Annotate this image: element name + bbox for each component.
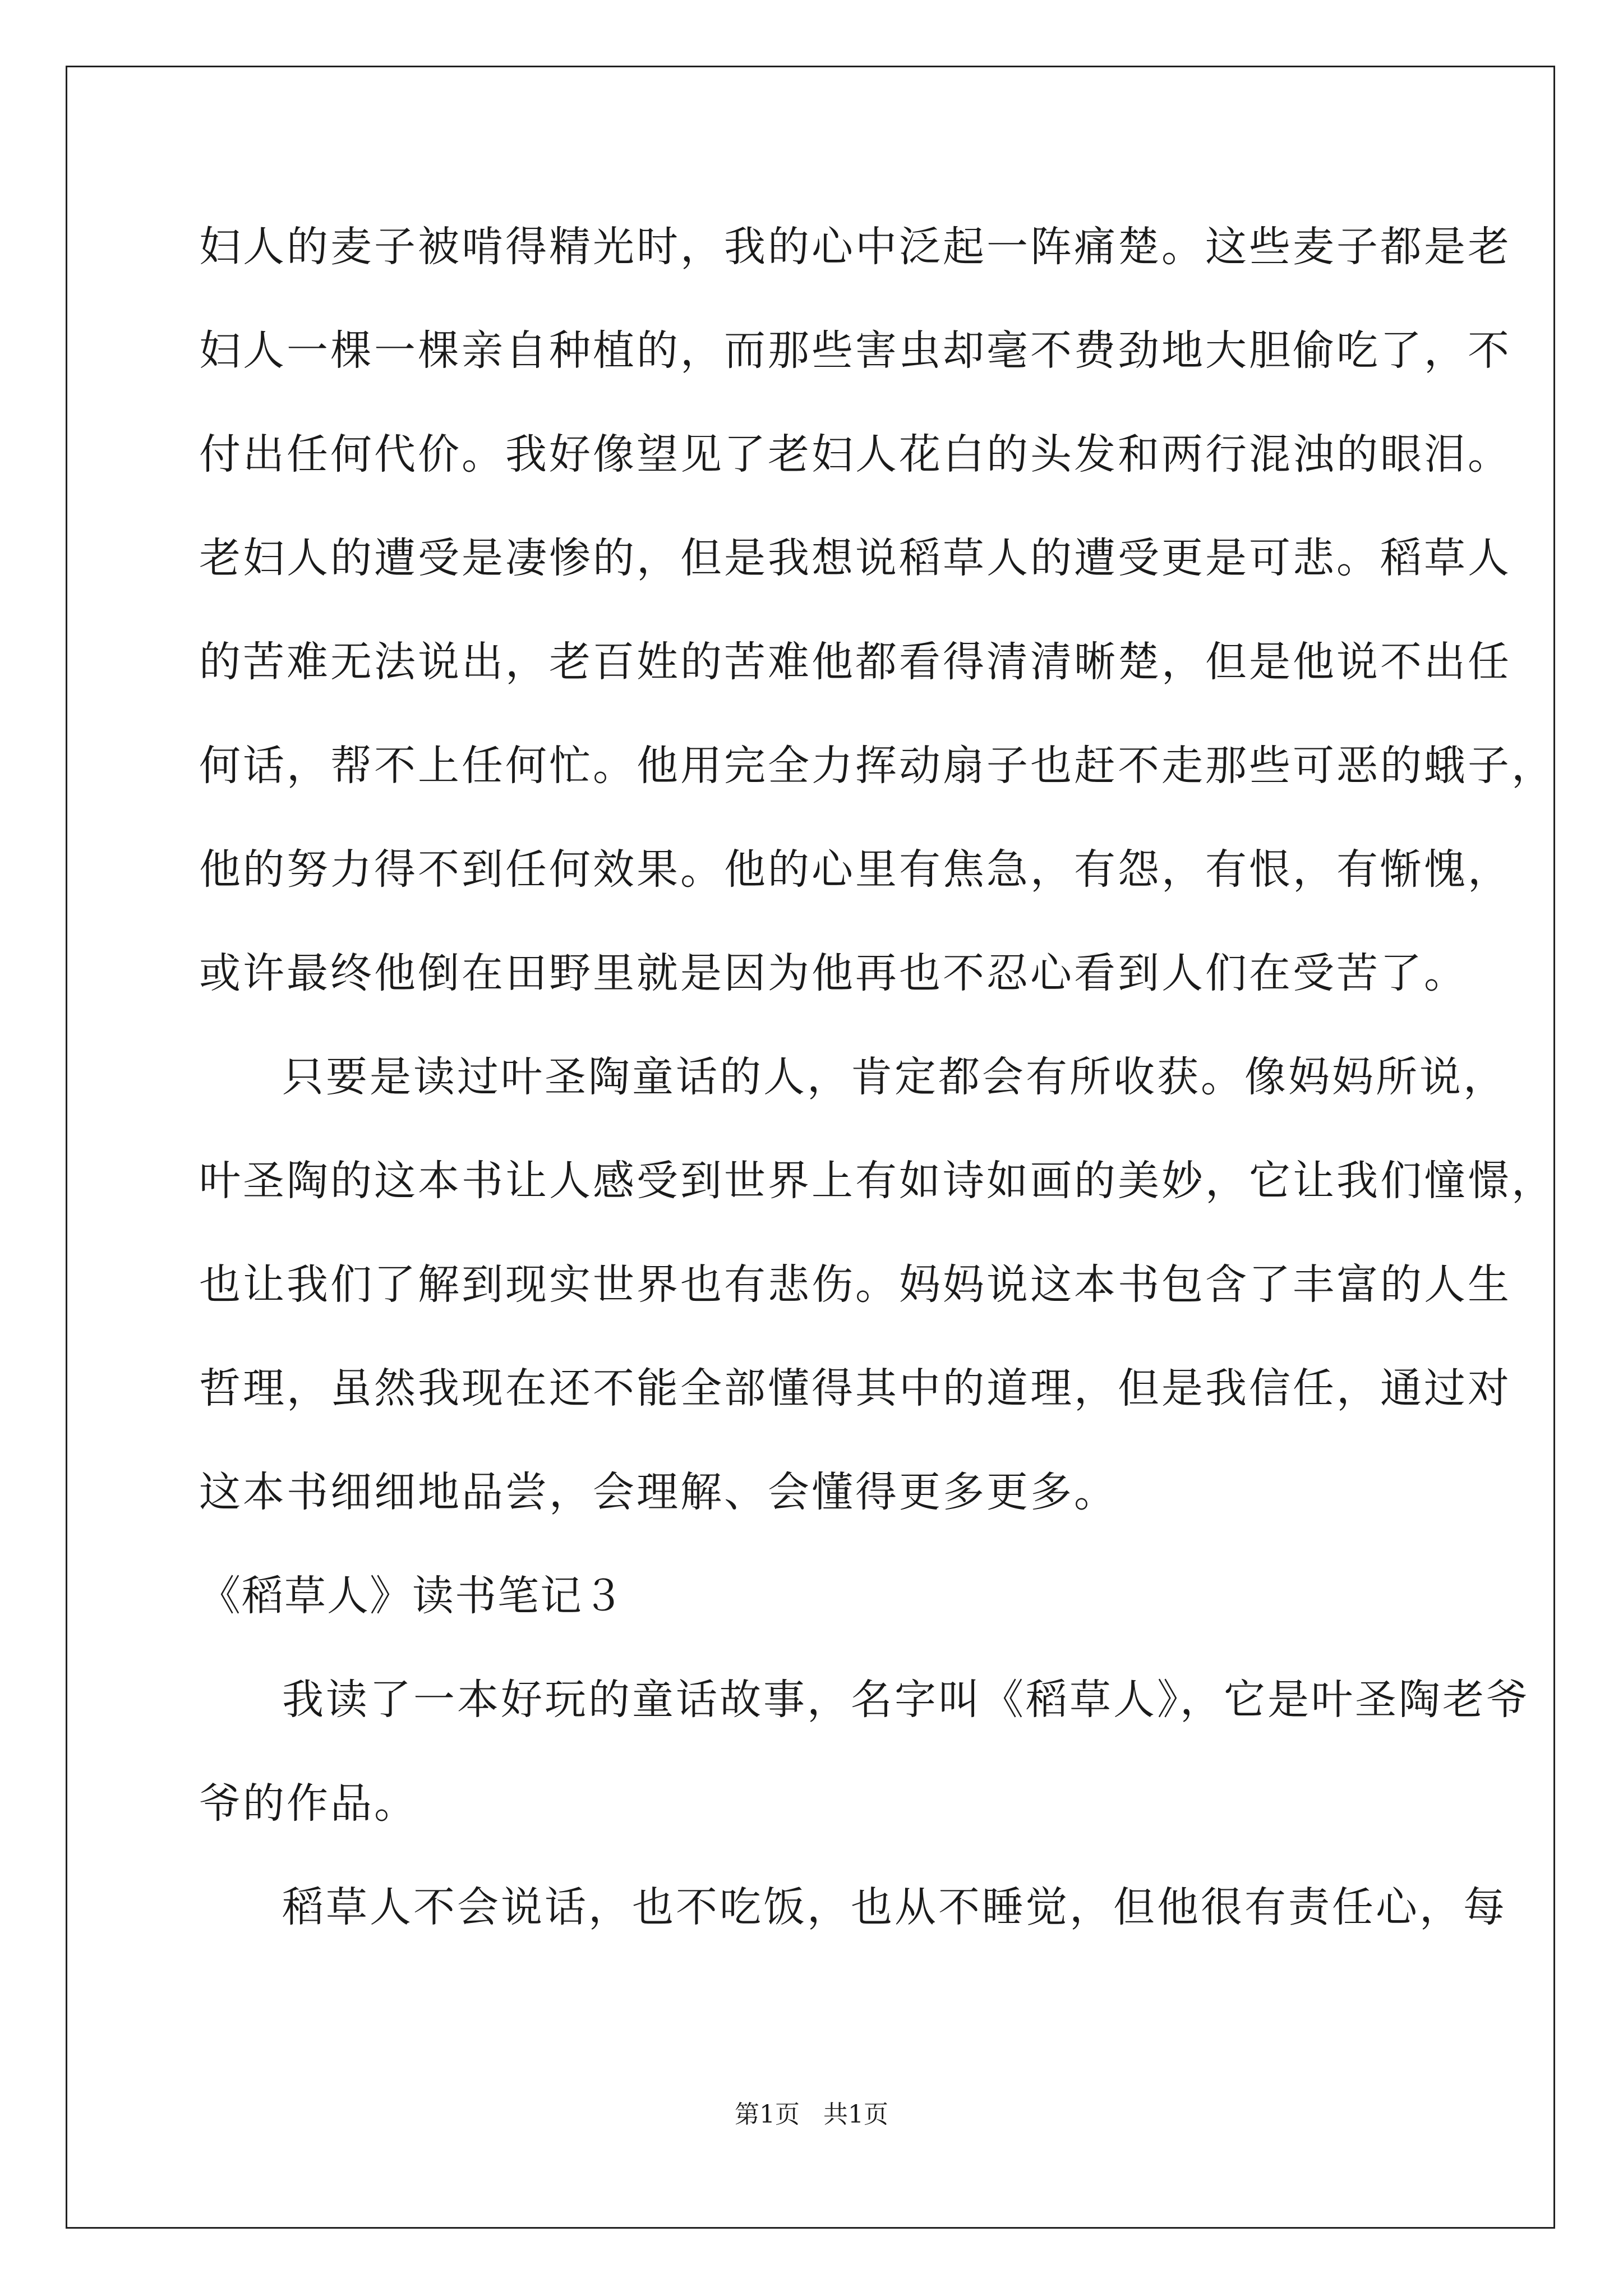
paragraph-first-line: 只要是读过叶圣陶童话的人，肯定都会有所收获。像妈妈所说，	[282, 1053, 1507, 1101]
text-line: 或许最终他倒在田野里就是因为他再也不忍心看到人们在受苦了。	[199, 949, 1468, 997]
text-line: 哲理，虽然我现在还不能全部懂得其中的道理，但是我信任，通过对	[199, 1364, 1511, 1412]
footer-separator	[800, 2100, 823, 2129]
page-total: 共1页	[823, 2100, 888, 2129]
text-line: 这本书细细地品尝，会理解、会懂得更多更多。	[199, 1468, 1118, 1516]
text-line: 老妇人的遭受是凄惨的，但是我想说稻草人的遭受更是可悲。稻草人	[199, 534, 1511, 582]
text-line: 他的努力得不到任何效果。他的心里有焦急，有怨，有恨，有惭愧，	[199, 845, 1511, 894]
page-number: 第1页	[735, 2100, 800, 2129]
text-line: 付出任何代价。我好像望见了老妇人花白的头发和两行混浊的眼泪。	[199, 430, 1511, 478]
text-line: 妇人一棵一棵亲自种植的，而那些害虫却毫不费劲地大胆偷吃了，不	[199, 326, 1511, 375]
text-line: 爷的作品。	[199, 1779, 418, 1828]
text-line: 何话，帮不上任何忙。他用完全力挥动扇子也赶不走那些可恶的蛾子，	[199, 742, 1555, 790]
paragraph-first-line: 我读了一本好玩的童话故事，名字叫《稻草人》，它是叶圣陶老爷	[282, 1676, 1530, 1724]
text-line: 的苦难无法说出，老百姓的苦难他都看得清清晰楚，但是他说不出任	[199, 638, 1511, 686]
text-line: 叶圣陶的这本书让人感受到世界上有如诗如画的美妙，它让我们憧憬，	[199, 1157, 1555, 1205]
text-line: 妇人的麦子被啃得精光时，我的心中泛起一阵痛楚。这些麦子都是老	[199, 223, 1511, 271]
section-heading: 《稻草人》读书笔记３	[199, 1572, 625, 1620]
paragraph-first-line: 稻草人不会说话，也不吃饭，也从不睡觉，但他很有责任心，每	[282, 1883, 1507, 1931]
page-footer	[0, 2098, 1623, 2132]
text-line: 也让我们了解到现实世界也有悲伤。妈妈说这本书包含了丰富的人生	[199, 1260, 1511, 1309]
